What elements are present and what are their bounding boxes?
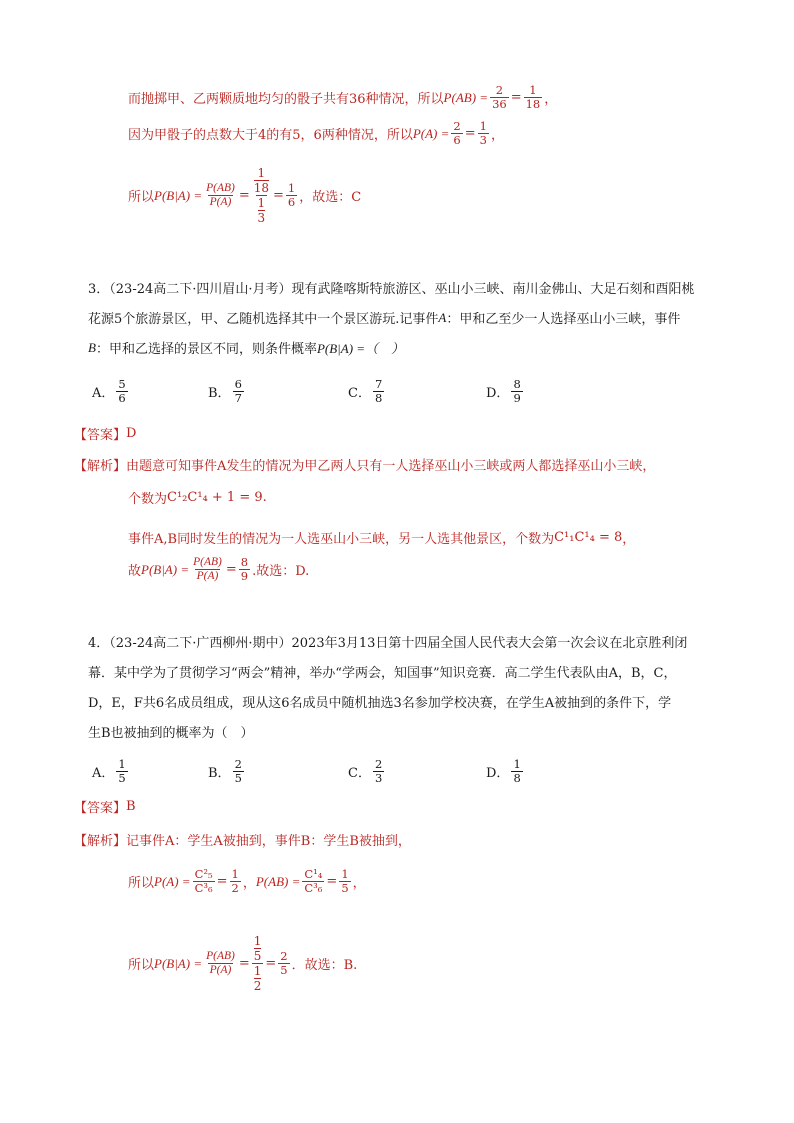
- frac-den: 9: [240, 569, 249, 583]
- q3-stem-l3b: ：甲和乙选择的景区不同，则条件概率: [95, 342, 317, 357]
- q4-analysis-l1: 记事件A：学生A被抽到，事件B：学生B被抽到，: [126, 834, 411, 849]
- fraction: [193, 868, 215, 895]
- prev-line-2: 因为甲骰子的点数大于4的有5，6两种情况，所以 P(A) = $\frac{2}{6}$ = $\frac{1}{3}$ ，: [128, 119, 504, 147]
- q3-analysis-l3: 事件A,B同时发生的情况为一人选巫山小三峡，另一人选其他景区，个数为: [128, 532, 555, 547]
- answer-tag: 【答案】: [74, 801, 127, 816]
- frac-den: 5: [118, 771, 126, 785]
- q4-stem-line-1: [88, 632, 687, 651]
- frac-bot: 1: [257, 196, 266, 210]
- frac-num: 8: [240, 555, 249, 569]
- frac-bot: 1: [253, 964, 262, 978]
- q3-option-d[interactable]: [486, 378, 525, 405]
- q4-analysis-l2-mid: ，: [242, 876, 256, 891]
- q3-stem-line-2: [88, 308, 680, 327]
- q4-analysis-l3-prefix: 所以: [128, 958, 155, 973]
- frac-top: 1: [257, 166, 266, 180]
- fraction: [233, 758, 244, 785]
- q3-analysis-l4-pba: P(B|A) =: [141, 561, 190, 577]
- fraction: [373, 378, 384, 405]
- frac-den: P(A): [196, 570, 219, 582]
- frac-num: 1: [287, 181, 296, 195]
- q3-stem-l2b: A: [438, 309, 447, 325]
- q4-stem-line-2: [88, 662, 676, 681]
- q3-stem-l3c: P(B|A) =（ ）: [316, 341, 405, 356]
- fraction: [286, 182, 297, 209]
- q4-stem-l4: 生B也被抽到的概率为（ ）: [88, 726, 254, 741]
- prev-line1-text: 而抛掷甲、乙两颗质地均匀的骰子共有36种情况，所以: [128, 92, 444, 107]
- q4-stem-line-3: [88, 692, 671, 711]
- frac-bot2: 3: [257, 211, 266, 225]
- q4-stem-l2: 幕．某中学为了贯彻学习“两会”精神，举办“学两会，知国事”知识竞赛．高二学生代表队由A，B，C，: [88, 666, 677, 681]
- option-label: A．: [92, 766, 115, 781]
- fraction: [278, 950, 289, 977]
- answer-value: D: [126, 426, 137, 441]
- fraction: [511, 758, 522, 785]
- frac-num: 8: [513, 377, 521, 391]
- fraction: [478, 120, 489, 147]
- q4-option-b[interactable]: [208, 758, 246, 785]
- q3-option-c[interactable]: [348, 378, 386, 405]
- frac-den: 9: [513, 391, 521, 405]
- frac-den: 8: [374, 391, 383, 405]
- q3-stem-line-1: [88, 278, 695, 297]
- frac-num: 7: [374, 377, 383, 391]
- fraction: [204, 182, 237, 209]
- q4-option-c[interactable]: [348, 758, 386, 785]
- frac-den: C³₆: [194, 881, 213, 895]
- option-label: B．: [208, 766, 231, 781]
- q4-analysis-line-3: 所以 P(B|A) = $\frac{P(AB)}{P(A)}$ = 1 5 1 2 = $\frac{2}{5}$ ．故选：B.: [128, 934, 358, 993]
- frac-num: C²₅: [194, 867, 213, 881]
- frac-den: 2: [231, 881, 239, 895]
- q3-stem-l2c: ：甲和乙至少一人选择巫山小三峡，事件: [446, 312, 681, 327]
- frac-num: P(AB): [206, 950, 235, 962]
- frac-num: 2: [374, 757, 383, 771]
- frac-num: 2: [234, 757, 242, 771]
- q4-option-d[interactable]: [486, 758, 525, 785]
- frac-num: 1: [341, 867, 349, 881]
- q4-stem-l1: 4．（23-24高二下·广西柳州·期中）2023年3月13日第十四届全国人民代表大会第一次会议在北京胜利闭: [88, 636, 688, 651]
- frac-den: 5: [341, 881, 349, 895]
- frac-num: 2: [280, 949, 288, 963]
- q4-answer: [74, 797, 136, 816]
- frac-num: 1: [231, 867, 239, 881]
- q4-analysis-l3-suffix: ．故选：B.: [291, 958, 358, 973]
- option-label: A．: [92, 386, 115, 401]
- fraction: [339, 868, 350, 895]
- frac-num: 5: [118, 377, 126, 391]
- fraction: [233, 378, 244, 405]
- frac-den: 7: [234, 391, 242, 405]
- q3-analysis-l2-expr: C¹₂C¹₄ + 1 = 9: [167, 490, 263, 505]
- q3-answer: [74, 424, 136, 443]
- q4-analysis-l3-pba: P(B|A) =: [154, 955, 203, 971]
- compound-fraction: [252, 166, 271, 225]
- q4-analysis-line-2: 所以 P(A) = $\frac{\text{C²₅}}{\text{C³₆}}$ = $\frac{1}{2}$ ， P(AB) = $\frac{\text{C¹₄}}{\text{C³₆}}$ = $\frac{1}{5}$ ，: [128, 867, 366, 895]
- fraction: [302, 868, 324, 895]
- frac-top2: 18: [253, 181, 270, 195]
- answer-tag: 【答案】: [74, 428, 127, 443]
- q3-stem-l2: 花源5个旅游景区，甲、乙随机选择其中一个景区游玩.记事件: [88, 312, 439, 327]
- fraction: [116, 758, 127, 785]
- prev-line1-pab: P(AB) =: [443, 89, 489, 105]
- q4-analysis-l2-prefix: 所以: [128, 876, 155, 891]
- frac-top2: 5: [253, 949, 262, 963]
- frac-den: 6: [287, 195, 296, 209]
- frac-den: 3: [374, 771, 383, 785]
- q3-option-b[interactable]: [208, 378, 246, 405]
- fraction: [230, 868, 241, 895]
- fraction: [239, 556, 250, 583]
- q4-stem-line-4: [88, 722, 254, 741]
- frac-den: 5: [280, 963, 288, 977]
- fraction: [204, 950, 237, 977]
- option-label: D．: [486, 766, 510, 781]
- fraction: [451, 120, 462, 147]
- answer-value: B: [126, 799, 136, 814]
- frac-den: 36: [492, 97, 507, 111]
- frac-den: 6: [453, 133, 461, 147]
- prev-line3-suffix: ，故选：C: [299, 190, 362, 205]
- option-label: D．: [486, 386, 510, 401]
- analysis-tag: 【解析】: [74, 459, 127, 474]
- fraction: [524, 84, 543, 111]
- q3-option-a[interactable]: [92, 378, 130, 405]
- prev-line3-prefix: 所以: [128, 190, 155, 205]
- frac-num: C¹₄: [304, 867, 323, 881]
- fraction: [373, 758, 384, 785]
- frac-num: 1: [513, 757, 521, 771]
- fraction: [191, 556, 224, 583]
- frac-bot2: 2: [253, 979, 262, 993]
- frac-num: 2: [495, 83, 504, 97]
- prev-line3-pba: P(B|A) =: [154, 187, 203, 203]
- frac-num: 6: [234, 377, 242, 391]
- analysis-tag: 【解析】: [74, 834, 127, 849]
- q4-analysis-l2-pab: P(AB) =: [255, 873, 301, 889]
- q4-option-a[interactable]: [92, 758, 130, 785]
- prev-line2-text: 因为甲骰子的点数大于4的有5，6两种情况，所以: [128, 128, 413, 143]
- q3-stem-l1: 3．（23-24高二下·四川眉山·月考）现有武隆喀斯特旅游区、巫山小三峡、南川金佛山、大足石刻和酉阳桃: [88, 282, 695, 297]
- q3-analysis-line-4: 故 P(B|A) = $\frac{P(AB)}{P(A)}$ = $\frac{8}{9}$ .故选：D.: [128, 555, 310, 583]
- frac-num: P(AB): [193, 556, 222, 568]
- frac-num: 1: [118, 757, 126, 771]
- q3-analysis-line-1: [74, 455, 655, 474]
- fraction: [511, 378, 522, 405]
- q3-analysis-line-3: 事件A,B同时发生的情况为一人选巫山小三峡，另一人选其他景区，个数为 C¹₁C¹₄ = 8 ，: [128, 530, 636, 547]
- frac-den: 18: [525, 97, 541, 111]
- frac-den: 8: [513, 771, 521, 785]
- q4-analysis-l2-pa: P(A) =: [154, 873, 191, 889]
- option-label: C．: [348, 766, 371, 781]
- prev-line-1: 而抛掷甲、乙两颗质地均匀的骰子共有36种情况，所以 P(AB) = $\frac{2}{36}$ = $\frac{1}{18}$ ，: [128, 83, 558, 111]
- q3-analysis-l1: 由题意可知事件A发生的情况为甲乙两人只有一人选择巫山小三峡或两人都选择巫山小三峡，: [126, 459, 656, 474]
- fraction: [490, 84, 509, 111]
- frac-den: P(A): [209, 196, 232, 208]
- option-label: B．: [208, 386, 231, 401]
- q3-analysis-l4-suffix: .故选：D.: [252, 564, 310, 579]
- option-label: C．: [348, 386, 371, 401]
- q4-stem-l3: D，E，F共6名成员组成，现从这6名成员中随机抽选3名参加学校决赛，在学生A被抽到的条件下，学: [88, 696, 672, 711]
- q3-analysis-l4-prefix: 故: [128, 564, 142, 579]
- frac-num: P(AB): [206, 182, 235, 194]
- q3-analysis-line-2: 个数为 C¹₂C¹₄ + 1 = 9 .: [128, 490, 267, 507]
- frac-top: 1: [253, 934, 262, 948]
- q3-analysis-l3-expr: C¹₁C¹₄ = 8: [554, 530, 623, 545]
- frac-num: 1: [479, 119, 487, 133]
- frac-den: C³₆: [304, 881, 323, 895]
- frac-num: 1: [529, 83, 537, 97]
- fraction: [116, 378, 127, 405]
- q3-analysis-l2-prefix: 个数为: [128, 492, 168, 507]
- frac-den: 5: [234, 771, 242, 785]
- frac-den: 3: [479, 133, 487, 147]
- q4-analysis-l2-suffix: ，: [352, 876, 366, 891]
- prev-line2-pa: P(A) =: [412, 125, 450, 141]
- frac-den: 6: [118, 391, 126, 405]
- compound-fraction: [252, 934, 264, 993]
- frac-num: 2: [453, 119, 461, 133]
- prev-line-3: 所以 P(B|A) = $\frac{P(AB)}{P(A)}$ = 1 18 1 3 = $\frac{1}{6}$ ，故选：C: [128, 166, 362, 225]
- q3-stem-line-3: [88, 338, 404, 357]
- q4-analysis-line-1: [74, 830, 411, 849]
- frac-den: P(A): [209, 964, 232, 976]
- q3-stem-l3a: B: [88, 339, 96, 355]
